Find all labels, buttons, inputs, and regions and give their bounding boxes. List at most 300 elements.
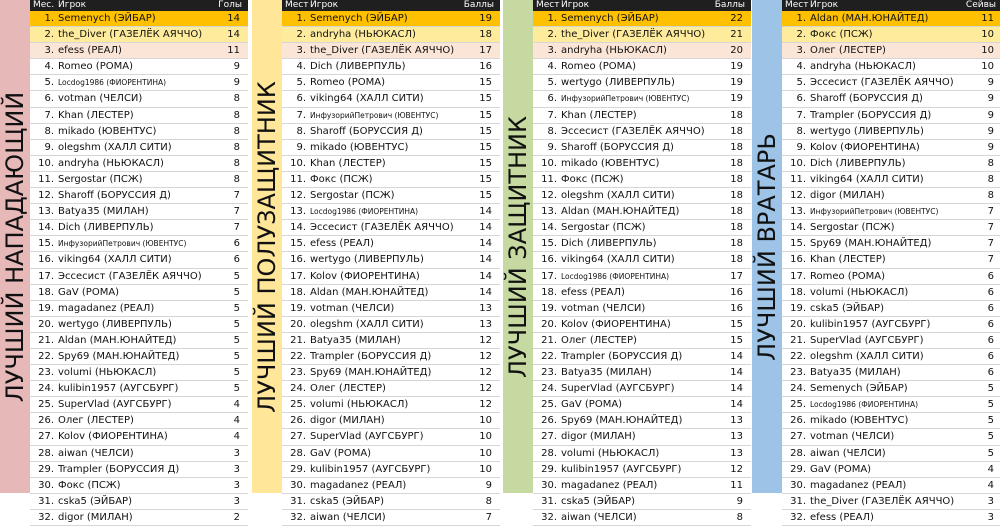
row-rank: 14. (38, 222, 54, 234)
table-row (533, 252, 751, 268)
rank-column-header: Мест (285, 0, 309, 10)
table-row (30, 301, 248, 317)
row-value: 9 (485, 479, 492, 491)
row-rank: 31. (290, 495, 306, 507)
row-rank: 2. (296, 29, 306, 41)
row-rank: 21. (790, 334, 806, 346)
row-value: 14 (479, 238, 492, 250)
rank-column-header: Мес. (33, 0, 55, 10)
row-value: 9 (987, 125, 994, 137)
table-row (282, 75, 500, 91)
row-player: Batya35 (МИЛАН) (810, 367, 901, 379)
table-row (782, 365, 1000, 381)
row-rank: 20. (38, 318, 54, 330)
row-value: 21 (730, 29, 743, 41)
table-row (282, 462, 500, 478)
row-value: 6 (987, 367, 994, 379)
row-rank: 19. (290, 302, 306, 314)
row-value: 11 (227, 45, 240, 57)
table-row (782, 510, 1000, 526)
table-row (782, 381, 1000, 397)
row-player: kulibin1957 (АУГСБУРГ) (58, 383, 179, 395)
row-player: Spy69 (МАН.ЮНАЙТЕД) (810, 238, 932, 250)
row-rank: 7. (44, 109, 54, 121)
row-value: 18 (730, 254, 743, 266)
row-player: andryha (НЬЮКАСЛ) (310, 29, 416, 41)
row-value: 6 (987, 286, 994, 298)
table-row (30, 75, 248, 91)
row-value: 2 (233, 511, 240, 523)
row-value: 15 (479, 141, 492, 153)
row-rank: 19. (541, 302, 557, 314)
row-player: mikado (ЮВЕНТУС) (58, 125, 157, 137)
row-rank: 9. (296, 141, 306, 153)
row-rank: 23. (790, 367, 806, 379)
row-player: efess (РЕАЛ) (58, 45, 122, 57)
row-rank: 30. (38, 479, 54, 491)
row-value: 8 (485, 495, 492, 507)
row-value: 19 (479, 13, 492, 24)
value-column-header: Сейвы (965, 0, 996, 10)
row-player: volumi (НЬЮКАСЛ) (810, 286, 909, 298)
table-row (533, 413, 751, 429)
row-rank: 5. (547, 77, 557, 89)
table-header (282, 0, 500, 11)
row-rank: 21. (541, 334, 557, 346)
row-value: 13 (730, 431, 743, 443)
row-player: mikado (ЮВЕНТУС) (561, 157, 660, 169)
value-column-header: Баллы (714, 0, 745, 10)
row-value: 7 (233, 222, 240, 234)
row-value: 14 (479, 222, 492, 234)
table-row (282, 27, 500, 43)
row-value: 10 (479, 463, 492, 475)
table-row (782, 156, 1000, 172)
row-rank: 6. (547, 93, 557, 105)
row-value: 7 (233, 190, 240, 202)
row-value: 13 (479, 318, 492, 330)
row-rank: 1. (44, 13, 54, 24)
row-player: Sergostar (ПСЖ) (310, 190, 395, 202)
player-column-header: Игрок (310, 0, 339, 10)
row-rank: 2. (547, 29, 557, 41)
table-row (30, 317, 248, 333)
row-player: kulibin1957 (АУГСБУРГ) (810, 318, 931, 330)
row-value: 9 (987, 109, 994, 121)
row-player: Locdog1986 (ФИОРЕНТИНА) (561, 271, 670, 281)
row-rank: 23. (38, 367, 54, 379)
row-player: Олег (ЛЕСТЕР) (310, 383, 386, 395)
table-row (782, 252, 1000, 268)
row-player: Эссесист (ГАЗЕЛЁК АЯЧЧО) (561, 125, 705, 137)
row-player: ИнфузорийПетрович (ЮВЕНТУС) (58, 239, 187, 249)
row-rank: 20. (790, 318, 806, 330)
table-row (533, 75, 751, 91)
row-player: Trampler (БОРУССИЯ Д) (310, 350, 432, 362)
value-column-header: Голы (218, 0, 242, 10)
row-value: 9 (233, 77, 240, 89)
row-player: olegshm (ХАЛЛ СИТИ) (58, 141, 172, 153)
table-row (782, 478, 1000, 494)
row-value: 5 (233, 302, 240, 314)
row-value: 8 (987, 157, 994, 169)
row-rank: 18. (290, 286, 306, 298)
row-player: cska5 (ЭЙБАР) (58, 495, 132, 507)
row-value: 6 (987, 318, 994, 330)
table-row (30, 397, 248, 413)
row-value: 19 (730, 77, 743, 89)
table-row (30, 269, 248, 285)
row-player: the_Diver (ГАЗЕЛЁК АЯЧЧО) (810, 495, 955, 507)
row-rank: 6. (44, 93, 54, 105)
table-row (30, 172, 248, 188)
row-value: 13 (479, 302, 492, 314)
row-player: viking64 (ХАЛЛ СИТИ) (561, 254, 675, 266)
row-player: ИнфузорийПетрович (ЮВЕНТУС) (561, 94, 690, 104)
row-player: Эссесист (ГАЗЕЛЁК АЯЧЧО) (58, 270, 202, 282)
table-row (533, 43, 751, 59)
table-row (30, 11, 248, 27)
row-player: Aldan (МАН.ЮНАЙТЕД) (310, 286, 429, 298)
row-rank: 28. (790, 447, 806, 459)
row-player: Aldan (МАН.ЮНАЙТЕД) (561, 206, 680, 218)
table-row (782, 108, 1000, 124)
row-player: Semenych (ЭЙБАР) (310, 13, 408, 24)
row-rank: 11. (541, 173, 557, 185)
table-row (533, 462, 751, 478)
row-rank: 29. (541, 463, 557, 475)
row-value: 6 (233, 254, 240, 266)
table-row (533, 11, 751, 27)
row-value: 5 (987, 447, 994, 459)
table-row (282, 478, 500, 494)
row-rank: 24. (290, 383, 306, 395)
row-player: aiwan (ЧЕЛСИ) (810, 447, 886, 459)
table-row (782, 91, 1000, 107)
row-player: Spy69 (МАН.ЮНАЙТЕД) (310, 367, 432, 379)
table-row (533, 381, 751, 397)
row-player: Sharoff (БОРУССИЯ Д) (810, 93, 923, 105)
row-rank: 29. (790, 463, 806, 475)
row-rank: 8. (547, 125, 557, 137)
row-value: 9 (987, 141, 994, 153)
row-value: 10 (981, 61, 994, 73)
table-row (30, 365, 248, 381)
row-rank: 1. (796, 13, 806, 24)
row-value: 5 (233, 286, 240, 298)
table-row (533, 510, 751, 526)
row-rank: 29. (38, 463, 54, 475)
table-row (782, 317, 1000, 333)
defenders-side-banner (503, 0, 533, 493)
row-rank: 11. (38, 173, 54, 185)
row-player: viking64 (ХАЛЛ СИТИ) (810, 173, 924, 185)
table-row (282, 429, 500, 445)
row-rank: 6. (796, 93, 806, 105)
row-rank: 10. (290, 157, 306, 169)
row-value: 15 (479, 190, 492, 202)
row-rank: 17. (38, 270, 54, 282)
table-row (30, 429, 248, 445)
row-player: votman (ЧЕЛСИ) (810, 431, 895, 443)
row-player: wertygo (ЛИВЕРПУЛЬ) (561, 77, 675, 89)
row-player: digor (МИЛАН) (810, 190, 885, 202)
table-row (282, 510, 500, 526)
table-row (30, 333, 248, 349)
row-value: 16 (730, 286, 743, 298)
row-value: 14 (227, 29, 240, 41)
row-value: 13 (730, 415, 743, 427)
rank-column-header: Мест (536, 0, 560, 10)
table-row (782, 124, 1000, 140)
table-row (533, 156, 751, 172)
table-row (282, 204, 500, 220)
table-row (282, 220, 500, 236)
row-player: andryha (НЬЮКАСЛ) (561, 45, 667, 57)
table-header (30, 0, 248, 11)
row-player: viking64 (ХАЛЛ СИТИ) (58, 254, 172, 266)
row-value: 4 (987, 479, 994, 491)
row-value: 15 (479, 93, 492, 105)
row-value: 3 (233, 479, 240, 491)
table-row (30, 108, 248, 124)
row-player: andryha (НЬЮКАСЛ) (810, 61, 916, 73)
row-value: 5 (233, 367, 240, 379)
table-row (782, 349, 1000, 365)
row-player: Эссесист (ГАЗЕЛЁК АЯЧЧО) (310, 222, 454, 234)
row-player: olegshm (ХАЛЛ СИТИ) (561, 190, 675, 202)
row-player: wertygo (ЛИВЕРПУЛЬ) (810, 125, 924, 137)
row-rank: 26. (790, 415, 806, 427)
table-row (533, 59, 751, 75)
row-player: Aldan (МАН.ЮНАЙТЕД) (810, 13, 929, 24)
row-value: 5 (233, 334, 240, 346)
row-value: 4 (233, 431, 240, 443)
table-row (30, 494, 248, 510)
table-row (30, 140, 248, 156)
row-player: Kolov (ФИОРЕНТИНА) (310, 270, 420, 282)
row-player: Spy69 (МАН.ЮНАЙТЕД) (58, 350, 180, 362)
row-player: Kolov (ФИОРЕНТИНА) (561, 318, 671, 330)
row-player: volumi (НЬЮКАСЛ) (58, 367, 157, 379)
row-player: cska5 (ЭЙБАР) (561, 495, 635, 507)
row-player: SuperVlad (АУГСБУРГ) (58, 399, 172, 411)
row-value: 3 (233, 447, 240, 459)
row-value: 19 (730, 61, 743, 73)
row-value: 20 (730, 45, 743, 57)
row-player: GaV (РОМА) (310, 447, 372, 459)
table-row (30, 462, 248, 478)
row-rank: 9. (796, 141, 806, 153)
row-player: ИнфузорийПетрович (ЮВЕНТУС) (310, 110, 439, 120)
row-value: 7 (987, 254, 994, 266)
table-row (782, 397, 1000, 413)
row-player: the_Diver (ГАЗЕЛЁК АЯЧЧО) (561, 29, 706, 41)
row-player: kulibin1957 (АУГСБУРГ) (310, 463, 431, 475)
row-value: 14 (479, 254, 492, 266)
defenders-table (533, 0, 751, 523)
row-rank: 12. (38, 190, 54, 202)
table-row (282, 43, 500, 59)
table-row (30, 285, 248, 301)
table-row (782, 301, 1000, 317)
table-row (782, 429, 1000, 445)
row-rank: 30. (790, 479, 806, 491)
midfielders-table (282, 0, 500, 523)
row-value: 11 (981, 13, 994, 24)
row-value: 7 (233, 206, 240, 218)
row-player: Romeo (РОМА) (58, 61, 133, 73)
row-player: digor (МИЛАН) (310, 415, 385, 427)
row-value: 5 (233, 270, 240, 282)
row-rank: 25. (38, 399, 54, 411)
row-player: Олег (ЛЕСТЕР) (58, 415, 134, 427)
row-player: Batya35 (МИЛАН) (58, 206, 149, 218)
row-value: 6 (233, 238, 240, 250)
row-player: efess (РЕАЛ) (561, 286, 625, 298)
table-row (533, 285, 751, 301)
row-rank: 3. (796, 45, 806, 57)
row-player: wertygo (ЛИВЕРПУЛЬ) (310, 254, 424, 266)
row-value: 14 (479, 270, 492, 282)
row-player: Dich (ЛИВЕРПУЛЬ) (58, 222, 154, 234)
row-value: 15 (479, 157, 492, 169)
row-player: Sergostar (ПСЖ) (810, 222, 895, 234)
table-row (282, 446, 500, 462)
row-value: 7 (987, 238, 994, 250)
table-row (533, 108, 751, 124)
row-player: SuperVlad (АУГСБУРГ) (561, 383, 675, 395)
row-player: the_Diver (ГАЗЕЛЁК АЯЧЧО) (310, 45, 455, 57)
row-rank: 14. (541, 222, 557, 234)
table-row (533, 349, 751, 365)
table-row (782, 59, 1000, 75)
table-row (282, 397, 500, 413)
goalkeepers-title: ЛУЧШИЙ ВРАТАРЬ (753, 132, 781, 361)
row-rank: 9. (547, 141, 557, 153)
row-rank: 16. (790, 254, 806, 266)
table-row (282, 301, 500, 317)
row-player: Trampler (БОРУССИЯ Д) (58, 463, 180, 475)
row-player: Khan (ЛЕСТЕР) (810, 254, 886, 266)
row-rank: 3. (44, 45, 54, 57)
row-rank: 2. (796, 29, 806, 41)
row-rank: 32. (38, 511, 54, 523)
row-rank: 30. (541, 479, 557, 491)
forwards-title: ЛУЧШИЙ НАПАДАЮЩИЙ (1, 91, 29, 402)
row-value: 15 (730, 318, 743, 330)
midfielders-side-banner (252, 0, 282, 493)
row-rank: 7. (796, 109, 806, 121)
row-rank: 22. (541, 350, 557, 362)
table-row (30, 27, 248, 43)
row-player: Dich (ЛИВЕРПУЛЬ) (561, 238, 657, 250)
row-rank: 28. (38, 447, 54, 459)
row-rank: 27. (541, 431, 557, 443)
row-value: 10 (479, 415, 492, 427)
row-rank: 23. (541, 367, 557, 379)
row-rank: 14. (290, 222, 306, 234)
row-value: 18 (730, 157, 743, 169)
table-row (533, 478, 751, 494)
row-value: 16 (479, 61, 492, 73)
row-rank: 22. (38, 350, 54, 362)
row-rank: 6. (296, 93, 306, 105)
row-player: Trampler (БОРУССИЯ Д) (810, 109, 932, 121)
forwards-side-banner (0, 0, 30, 493)
table-row (30, 446, 248, 462)
row-player: Dich (ЛИВЕРПУЛЬ) (810, 157, 906, 169)
row-rank: 32. (290, 511, 306, 523)
row-value: 14 (730, 350, 743, 362)
row-player: SuperVlad (АУГСБУРГ) (810, 334, 924, 346)
row-rank: 8. (296, 125, 306, 137)
row-player: Batya35 (МИЛАН) (310, 334, 401, 346)
table-row (282, 269, 500, 285)
row-rank: 11. (790, 173, 806, 185)
row-value: 3 (233, 463, 240, 475)
table-row (533, 204, 751, 220)
row-player: Semenych (ЭЙБАР) (561, 13, 659, 24)
forwards-table (30, 0, 248, 523)
row-rank: 5. (296, 77, 306, 89)
row-value: 8 (233, 157, 240, 169)
row-rank: 25. (290, 399, 306, 411)
row-player: magadanez (РЕАЛ) (810, 479, 907, 491)
table-row (282, 413, 500, 429)
row-value: 10 (479, 447, 492, 459)
row-value: 18 (479, 29, 492, 41)
row-rank: 27. (38, 431, 54, 443)
row-player: olegshm (ХАЛЛ СИТИ) (810, 350, 924, 362)
row-value: 6 (987, 270, 994, 282)
row-value: 18 (730, 141, 743, 153)
row-player: Kolov (ФИОРЕНТИНА) (810, 141, 920, 153)
row-rank: 28. (541, 447, 557, 459)
table-row (533, 397, 751, 413)
row-player: Spy69 (МАН.ЮНАЙТЕД) (561, 415, 683, 427)
row-rank: 19. (38, 302, 54, 314)
table-row (30, 236, 248, 252)
row-player: Semenych (ЭЙБАР) (810, 383, 908, 395)
table-row (782, 494, 1000, 510)
row-value: 5 (233, 383, 240, 395)
row-rank: 13. (790, 206, 806, 218)
row-player: Locdog1986 (ФИОРЕНТИНА) (310, 207, 419, 217)
row-rank: 10. (541, 157, 557, 169)
row-value: 5 (987, 415, 994, 427)
row-player: magadanez (РЕАЛ) (561, 479, 658, 491)
row-value: 8 (987, 190, 994, 202)
row-rank: 15. (38, 238, 54, 250)
table-row (782, 269, 1000, 285)
table-row (782, 236, 1000, 252)
row-value: 7 (987, 222, 994, 234)
row-rank: 5. (44, 77, 54, 89)
table-row (782, 43, 1000, 59)
row-player: wertygo (ЛИВЕРПУЛЬ) (58, 318, 172, 330)
row-rank: 21. (290, 334, 306, 346)
row-rank: 12. (790, 190, 806, 202)
table-row (533, 446, 751, 462)
row-player: efess (РЕАЛ) (810, 511, 874, 523)
row-rank: 15. (790, 238, 806, 250)
row-rank: 13. (290, 206, 306, 218)
table-row (533, 91, 751, 107)
table-row (533, 140, 751, 156)
row-player: Эссесист (ГАЗЕЛЁК АЯЧЧО) (810, 77, 954, 89)
row-player: aiwan (ЧЕЛСИ) (58, 447, 134, 459)
